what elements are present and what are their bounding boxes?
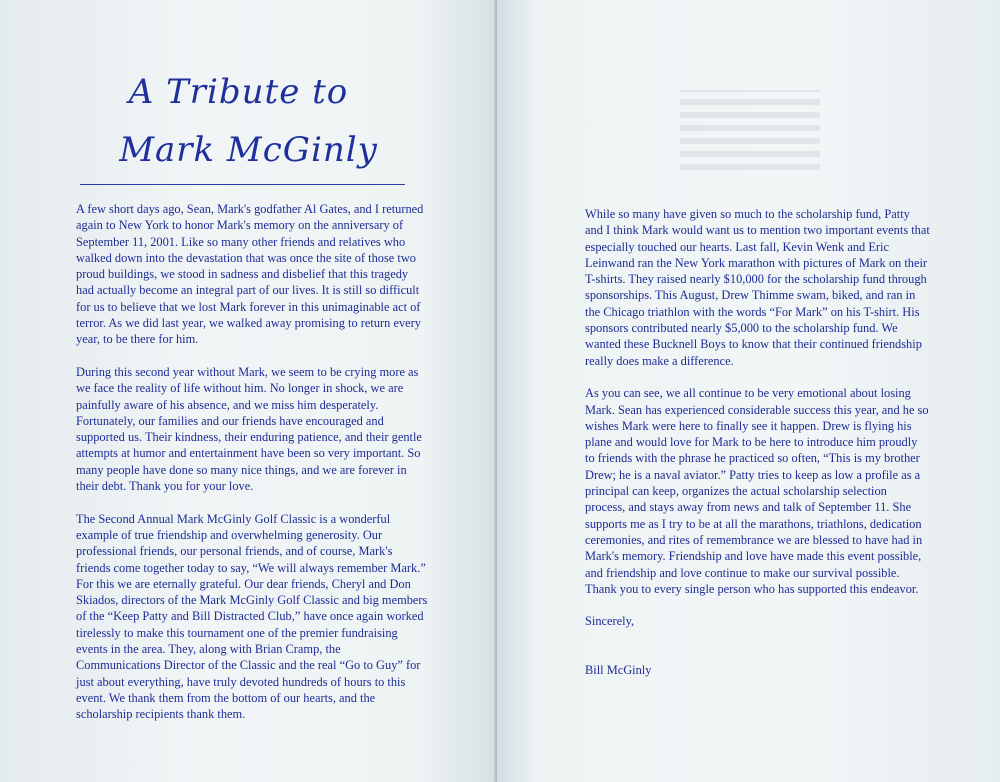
signature-name: Bill McGinly [585, 662, 652, 677]
left-paragraph-1: A few short days ago, Sean, Mark's godfather Al Gates, and I returned again to New York to honor Mark's memory on the anniversary of September 11, 2001. Like so many other friends and relatives who walked down into the devastation that was once the site of those two proud buildings, we stood in sadness and disbelief that this tragedy had actually become an integral part of our lives. It is still so difficult for us to believe that we lost Mark forever in this unimaginable act of terror. As we did last year, we walked away promising to return every year, to be there for him. [76, 202, 424, 347]
left-body-text [76, 201, 428, 739]
closing-line: Sincerely, [585, 614, 635, 629]
right-paragraph-2: As you can see, we all continue to be very emotional about losing Mark. Sean has experienced considerable success this year, and he so wishes Mark were here to finally see it happen. Drew is flying his plane and would love for Mark to be here to introduce him proudly to friends with the phrase he practiced so often, “This is my brother Drew; he is a naval aviator.” Patty tries to keep as low a profile as a principal can keep, organizes the actual scholarship selection process, and stays away from news and talk of September 11. She supports me as I try to be at all the marathons, triathlons, dedication ceremonies, and rites of remembrance we are blessed to have had in Mark's memory. Friendship and love have made this event possible, and friendship and love continue to make our survival possible. Thank you to every single person who has supported this endeavor. [585, 386, 929, 596]
tribute-title-line-2: Mark McGinly [119, 130, 378, 170]
left-page [0, 0, 497, 782]
right-paragraph-1: While so many have given so much to the scholarship fund, Patty and I think Mark would want us to mention two important events that especially touched our hearts. Last fall, Kevin Wenk and Eric Leinwand ran the New York marathon with pictures of Mark on their T-shirts. They raised nearly $10,000 for the scholarship fund through sponsorships. This August, Drew Thimme swam, biked, and ran in the Chicago triathlon with the words “For Mark” on his T-shirt. His sponsors contributed nearly $5,000 to the scholarship fund. We wanted these Bucknell Boys to know that their continued friendship really does make a difference. [585, 207, 930, 368]
title-divider [80, 184, 405, 185]
left-paragraph-2: During this second year without Mark, we seem to be crying more as we face the reality of life without him. No longer in shock, we are painfully aware of his absence, and we miss him desperately. Fortunately, our families and our friends have encouraged and supported us. Their kindness, their enduring patience, and their gentle attempts at humor and entertainment have been so very important. So many people have done so many nice things, and we are forever in their debt. Thank you for your love. [76, 364, 422, 494]
right-body-text [585, 206, 930, 694]
left-paragraph-3: The Second Annual Mark McGinly Golf Classic is a wonderful example of true friendship and overwhelming generosity. Our professional friends, our personal friends, and of course, Mark's friends come together today to say, “We will always remember Mark.” For this we are eternally grateful. Our dear friends, Cheryl and Don Skiados, directors of the Mark McGinly Golf Classic and big members of the “Keep Patty and Bill Distracted Club,” have once again worked tirelessly to make this tournament one of the premier fundraising events in the area. They, along with Brian Cramp, the Communications Director of the Classic and the real “Go to Guy” for just about everything, have truly devoted hundreds of hours to this event. We thank them from the bottom of our hearts, and the scholarship recipients thank them. [76, 511, 428, 722]
show-through-print [680, 90, 820, 170]
tribute-title-line-1: A Tribute to [128, 72, 349, 112]
